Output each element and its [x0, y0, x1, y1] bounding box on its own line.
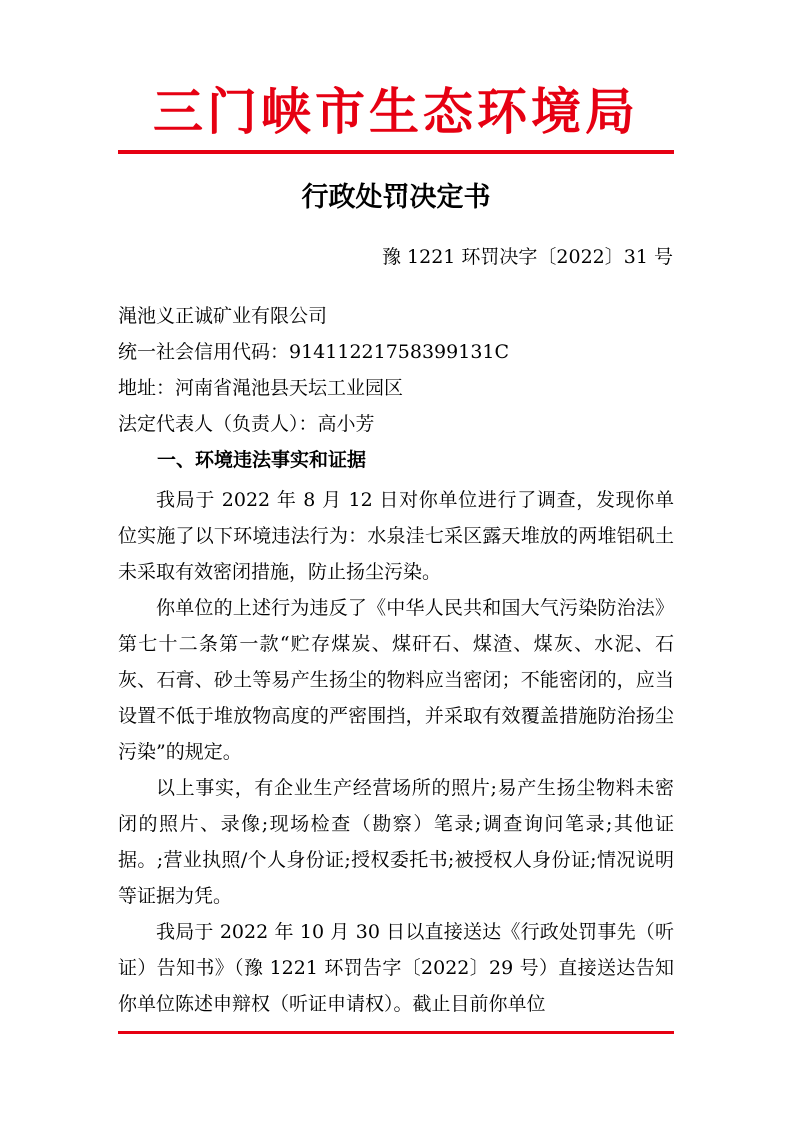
document-title: 行政处罚决定书	[301, 182, 491, 213]
paragraph-notice: 我局于 2022 年 10 月 30 日以直接送达《行政处罚事先（听证）告知书》（豫 1221 环罚告字〔2022〕29 号）直接送达告知你单位陈述申辩权（听证申请权）。截止目前你单位	[118, 921, 674, 1015]
party-address: 地址：河南省渑池县天坛工业园区	[118, 377, 404, 399]
party-representative: 法定代表人（负责人）：高小芳	[118, 413, 375, 435]
footer-red-rule	[118, 1031, 674, 1034]
party-name: 渑池义正诚矿业有限公司	[118, 305, 328, 327]
section-heading: 一、环境违法事实和证据	[157, 449, 367, 471]
paragraph-investigation: 我局于 2022 年 8 月 12 日对你单位进行了调查，发现你单位实施了以下环境违法行为：水泉洼七采区露天堆放的两堆铝矾土未采取有效密闭措施，防止扬尘污染。	[118, 489, 674, 583]
paragraph-evidence: 以上事实，有企业生产经营场所的照片;易产生扬尘物料未密闭的照片、录像;现场检查（勘察）笔录;调查询问笔录;其他证据。;营业执照/个人身份证;授权委托书;被授权人身份证;情况说明等证据为凭。	[118, 777, 674, 907]
paragraph-violation: 你单位的上述行为违反了《中华人民共和国大气污染防治法》第七十二条第一款“贮存煤炭、煤矸石、煤渣、煤灰、水泥、石灰、石膏、砂土等易产生扬尘的物料应当密闭；不能密闭的，应当设置不低于堆放物高度的严密围挡，并采取有效覆盖措施防治扬尘污染”的规定。	[118, 597, 674, 763]
party-credit-code: 统一社会信用代码：91411221758399131C	[118, 341, 510, 363]
document-number: 豫 1221 环罚决字〔2022〕31 号	[381, 246, 673, 268]
agency-name: 三门峡市生态环境局	[153, 82, 639, 141]
header-red-rule	[118, 150, 674, 154]
